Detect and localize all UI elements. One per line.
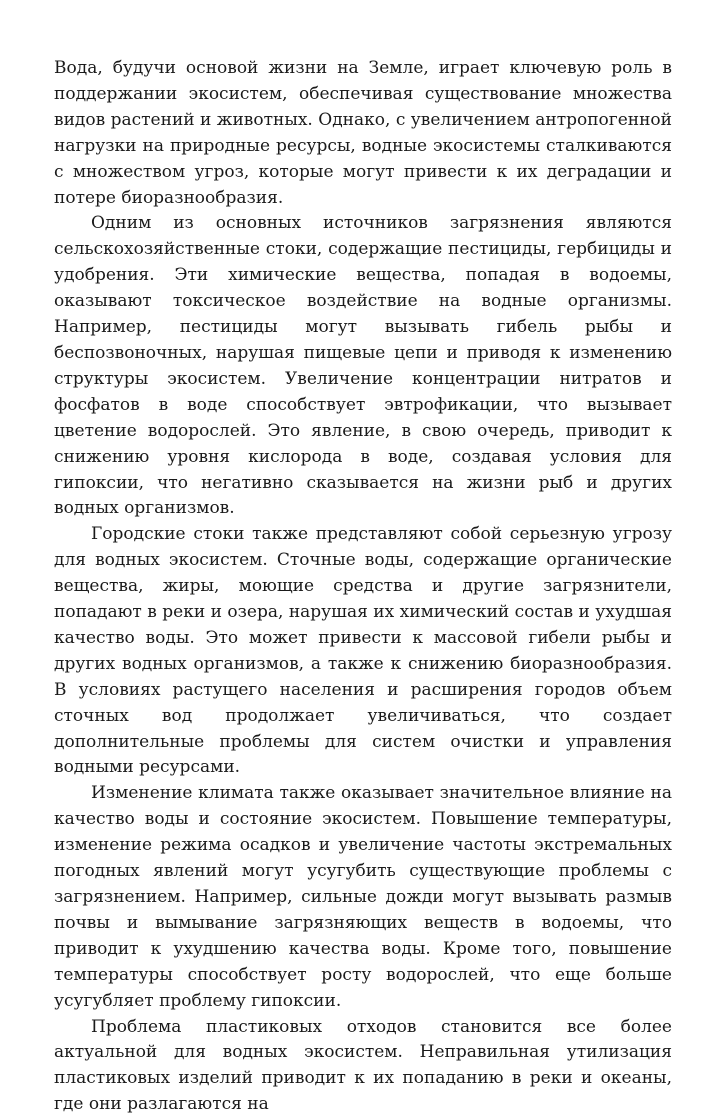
paragraph-1: Вода, будучи основой жизни на Земле, играет ключевую роль в поддержании экосистем, обеспечивая существование множества видов растений и животных. Однако, с увеличением антропогенной нагрузки на природные ресурсы, водные экосистемы сталкиваются с множеством угроз, которые могут привести к их деградации и потере биоразнообразия. (54, 58, 672, 208)
paragraph-2: Одним из основных источников загрязнения являются сельскохозяйственные стоки, содержащие пестициды, гербициды и удобрения. Эти химические вещества, попадая в водоемы, оказывают токсическое воздействие на водные организмы. Например, пестициды могут вызывать гибель рыбы и беспозвоночных, нарушая пищевые цепи и приводя к изменению структуры экосистем. Увеличение концентрации нитратов и фосфатов в воде способствует эвтрофикации, что вызывает цветение водорослей. Это явление, в свою очередь, приводит к снижению уровня кислорода в воде, создавая условия для гипоксии, что негативно сказывается на жизни рыб и других водных организмов. (54, 213, 672, 519)
document-page (54, 56, 672, 1118)
paragraph-5: Проблема пластиковых отходов становится все более актуальной для водных экосистем. Неправильная утилизация пластиковых изделий приводит к их попаданию в реки и океаны, где они разлагаются на (54, 1016, 672, 1115)
paragraph-3: Городские стоки также представляют собой серьезную угрозу для водных экосистем. Сточные воды, содержащие органические вещества, жиры, моющие средства и другие загрязнители, попадают в реки и озера, нарушая их химический состав и ухудшая качество воды. Это может привести к массовой гибели рыбы и других водных организмов, а также к снижению биоразнообразия. В условиях растущего населения и расширения городов объем сточных вод продолжает увеличиваться, что создает дополнительные проблемы для систем очистки и управления водными ресурсами. (54, 524, 672, 778)
paragraph-4: Изменение климата также оказывает значительное влияние на качество воды и состояние экосистем. Повышение температуры, изменение режима осадков и увеличение частоты экстремальных погодных явлений могут усугубить существующие проблемы с загрязнением. Например, сильные дожди могут вызывать размыв почвы и вымывание загрязняющих веществ в водоемы, что приводит к ухудшению качества воды. Кроме того, повышение температуры способствует росту водорослей, что еще больше усугубляет проблему гипоксии. (54, 783, 672, 1011)
